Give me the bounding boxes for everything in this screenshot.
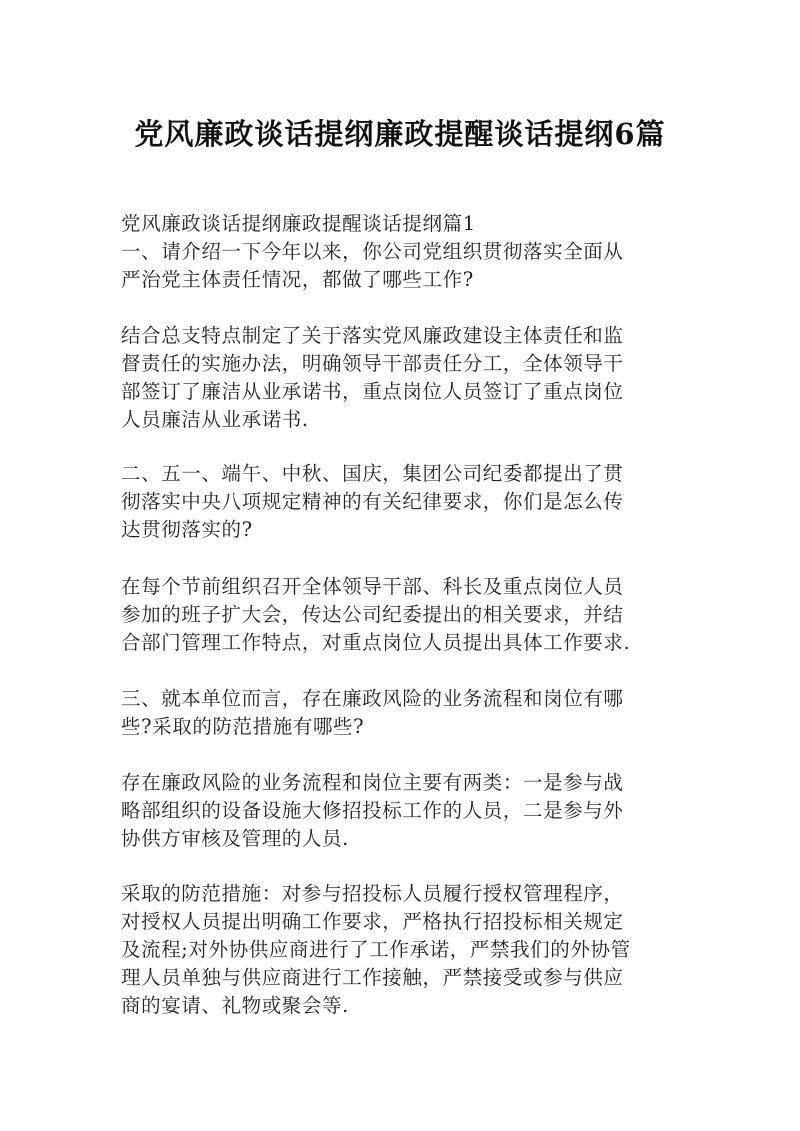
- paragraph-question-2: [121, 460, 681, 544]
- paragraph-answer-2: [121, 573, 681, 657]
- paragraph-line: 理人员单独与供应商进行工作接触，严禁接受或参与供应: [121, 966, 624, 989]
- paragraph-answer-3: [121, 769, 681, 853]
- paragraph-line: 三、就本单位而言，存在廉政风险的业务流程和岗位有哪: [121, 687, 624, 710]
- paragraph-line: 合部门管理工作特点，对重点岗位人员提出具体工作要求.: [121, 631, 631, 654]
- paragraph-line: 达贯彻落实的?: [121, 518, 253, 541]
- paragraph-line: 些?采取的防范措施有哪些?: [121, 715, 365, 738]
- paragraph-line: 参加的班子扩大会，传达公司纪委提出的相关要求，并结: [121, 603, 624, 626]
- paragraph-line: 在每个节前组织召开全体领导干部、科长及重点岗位人员: [121, 575, 624, 598]
- paragraph-line: 商的宴请、礼物或聚会等.: [121, 994, 349, 1017]
- paragraph-line: 协供方审核及管理的人员.: [121, 827, 349, 850]
- paragraph-line: 对授权人员提出明确工作要求，严格执行招投标相关规定: [121, 910, 624, 933]
- paragraph-line: 严治党主体责任情况，都做了哪些工作?: [121, 268, 474, 291]
- paragraph-measures: [121, 880, 681, 1020]
- paragraph-line: 二、五一、端午、中秋、国庆，集团公司纪委都提出了贯: [121, 462, 624, 485]
- paragraph-question-3: [121, 685, 681, 741]
- paragraph-line: 一、请介绍一下今年以来，你公司党组织贯彻落实全面从: [121, 240, 624, 263]
- paragraph-line: 督责任的实施办法，明确领导干部责任分工，全体领导干: [121, 352, 624, 375]
- paragraph-line: 部签订了廉洁从业承诺书，重点岗位人员签订了重点岗位: [121, 380, 624, 403]
- paragraph-line: 人员廉洁从业承诺书.: [121, 408, 309, 431]
- paragraph-line: 彻落实中央八项规定精神的有关纪律要求，你们是怎么传: [121, 490, 624, 513]
- paragraph-line: 存在廉政风险的业务流程和岗位主要有两类：一是参与战: [121, 771, 624, 794]
- document-title: 党风廉政谈话提纲廉政提醒谈话提纲6篇: [134, 117, 666, 151]
- paragraph-heading-and-question-1: [121, 210, 681, 294]
- paragraph-answer-1: [121, 322, 681, 434]
- paragraph-line: 及流程;对外协供应商进行了工作承诺，严禁我们的外协管: [121, 938, 631, 961]
- paragraph-line: 略部组织的设备设施大修招投标工作的人员，二是参与外: [121, 799, 624, 822]
- paragraph-line: 采取的防范措施：对参与招投标人员履行授权管理程序，: [121, 882, 624, 905]
- section-heading: 党风廉政谈话提纲廉政提醒谈话提纲篇1: [121, 212, 476, 235]
- paragraph-line: 结合总支特点制定了关于落实党风廉政建设主体责任和监: [121, 324, 624, 347]
